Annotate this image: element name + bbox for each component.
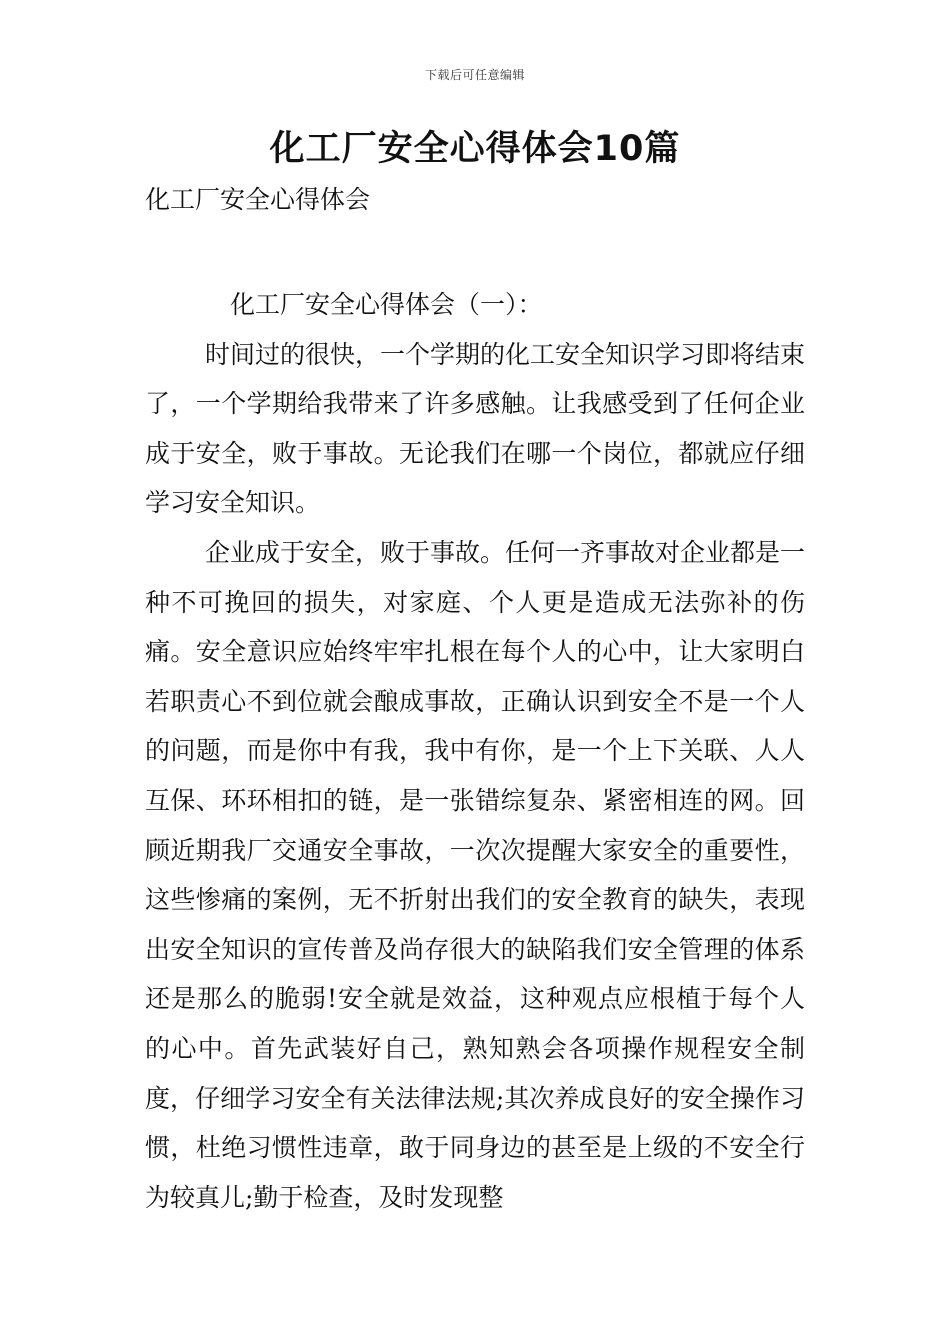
- document-title: 化工厂安全心得体会10篇: [269, 129, 681, 169]
- section-heading: 化工厂安全心得体会（一）：: [230, 290, 543, 319]
- document-body: [145, 280, 805, 1222]
- body-paragraph: 时间过的很快，一个学期的化工安全知识学习即将结束了，一个学期给我带来了许多感触。让我感受到了任何企业成于安全，败于事故。无论我们在哪一个岗位，都就应仔细学习安全知识。: [145, 339, 806, 518]
- document-subtitle: 化工厂安全心得体会: [145, 185, 371, 214]
- body-paragraph: 企业成于安全，败于事故。任何一齐事故对企业都是一种不可挽回的损失，对家庭、个人更是造成无法弥补的伤痛。安全意识应始终牢牢扎根在每个人的心中，让大家明白若职责心不到位就会酿成事故，正确认识到安全不是一个人的问题，而是你中有我，我中有你，是一个上下关联、人人互保、环环相扣的链，是一张错综复杂、紧密相连的网。回顾近期我厂交通安全事故，一次次提醒大家安全的重要性，这些惨痛的案例，无不折射出我们的安全教育的缺失，表现出安全知识的宣传普及尚存很大的缺陷我们安全管理的体系还是那么的脆弱!安全就是效益，这种观点应根植于每个人的心中。首先武装好自己，熟知熟会各项操作规程安全制度，仔细学习安全有关法律法规;其次养成良好的安全操作习惯，杜绝习惯性违章，敢于同身边的甚至是上级的不安全行为较真儿;勤于检查，及时发现整: [145, 537, 806, 1212]
- header-note: 下载后可任意编辑: [424, 68, 525, 82]
